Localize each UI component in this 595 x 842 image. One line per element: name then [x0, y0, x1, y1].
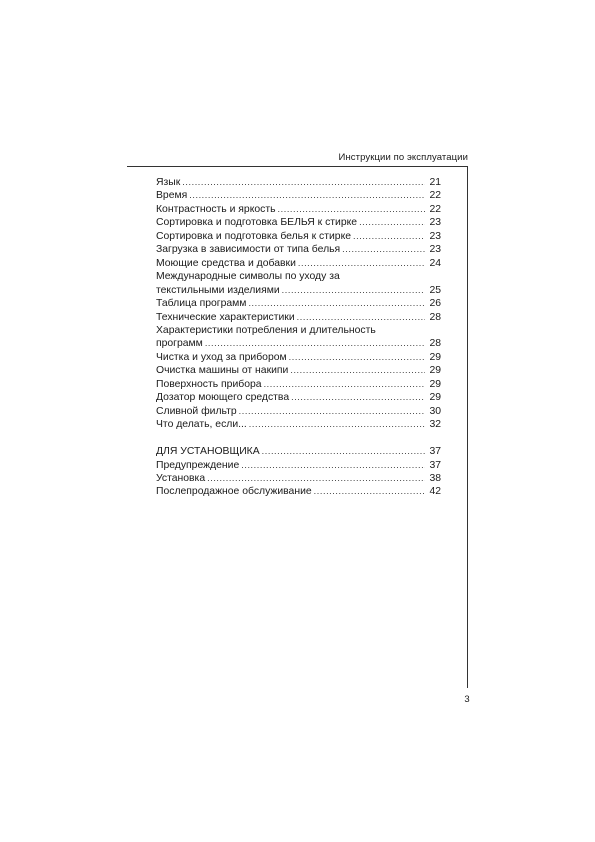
- toc-entry-page: 23: [429, 217, 441, 229]
- toc-entry-label: Моющие средства и добавки: [156, 257, 296, 269]
- toc-entry-page: 28: [429, 311, 441, 323]
- toc-entry[interactable]: [156, 311, 441, 324]
- dot-leader: [298, 257, 425, 270]
- section-gap: [156, 432, 441, 446]
- header-title: Инструкции по эксплуатации: [338, 152, 468, 163]
- toc-entry-label: программ: [156, 338, 203, 350]
- page-number: 3: [464, 694, 470, 705]
- toc-entry[interactable]: [156, 459, 441, 472]
- toc-entry-label-line1: Международные символы по уходу за: [156, 271, 340, 283]
- toc-entry-label: Загрузка в зависимости от типа белья: [156, 244, 341, 256]
- toc-entry[interactable]: [156, 216, 441, 229]
- toc-entry-label: Дозатор моющего средства: [156, 392, 290, 404]
- toc-entry-page: 38: [429, 473, 441, 485]
- dot-leader: [182, 176, 425, 189]
- toc-entry-page: 28: [429, 338, 441, 350]
- dot-leader: [189, 189, 425, 202]
- dot-leader: [353, 230, 425, 243]
- toc-entry-page: 22: [429, 190, 441, 202]
- toc-entry-page: 37: [429, 459, 441, 471]
- toc-entry-page: 23: [429, 230, 441, 242]
- toc-entry-page: 37: [429, 446, 441, 458]
- toc-entry[interactable]: [156, 337, 441, 350]
- toc-entry[interactable]: [156, 189, 441, 202]
- toc-entry-label: Язык: [156, 177, 181, 188]
- dot-leader: [262, 445, 425, 458]
- toc-entry-label: Сортировка и подготовка белья к стирке: [156, 230, 352, 242]
- toc-entry-label: текстильными изделиями: [156, 284, 280, 296]
- toc-entry-label: Время: [156, 190, 188, 202]
- toc-entry-page: 30: [429, 405, 441, 417]
- toc-entry[interactable]: [156, 445, 441, 458]
- toc-entry[interactable]: [156, 284, 441, 297]
- toc-entry-label: Сортировка и подготовка БЕЛЬЯ к стирке: [156, 217, 358, 229]
- toc-entry[interactable]: [156, 391, 441, 404]
- toc-entry-label: Послепродажное обслуживание: [156, 486, 312, 498]
- dot-leader: [205, 337, 425, 350]
- toc-entry-page: 29: [429, 378, 441, 390]
- dot-leader: [282, 284, 425, 297]
- toc-entry[interactable]: [156, 485, 441, 498]
- toc-entry-label: Сливной фильтр: [156, 405, 237, 417]
- toc-entry-label: Поверхность прибора: [156, 378, 262, 390]
- dot-leader: [342, 243, 425, 256]
- side-rule: [467, 166, 468, 688]
- toc-entry-label-line1: Характеристики потребления и длительность: [156, 324, 376, 336]
- toc-entry-label: Что делать, если...: [156, 419, 247, 431]
- dot-leader: [207, 472, 425, 485]
- header-rule: [127, 166, 468, 167]
- toc-entry[interactable]: [156, 203, 441, 216]
- toc-entry[interactable]: [156, 472, 441, 485]
- toc-entry-label: Очистка машины от накипи: [156, 365, 289, 377]
- toc-entry-page: 22: [429, 203, 441, 215]
- toc-entry[interactable]: [156, 418, 441, 431]
- dot-leader: [297, 311, 425, 324]
- dot-leader: [249, 418, 425, 431]
- toc-entry-label: ДЛЯ УСТАНОВЩИКА: [156, 446, 260, 458]
- toc-entry-page: 26: [429, 298, 441, 310]
- toc-entry-label: Предупреждение: [156, 459, 240, 471]
- toc-entry[interactable]: [156, 405, 441, 418]
- toc-entry-page: 29: [429, 365, 441, 377]
- toc-entry-page: 29: [429, 392, 441, 404]
- toc-entry[interactable]: [156, 176, 441, 189]
- dot-leader: [278, 203, 425, 216]
- toc-entry-label: Установка: [156, 473, 206, 485]
- toc-entry-page: 29: [429, 351, 441, 363]
- dot-leader: [291, 391, 425, 404]
- toc-entry[interactable]: [156, 364, 441, 377]
- dot-leader: [314, 485, 425, 498]
- dot-leader: [289, 351, 425, 364]
- dot-leader: [239, 405, 425, 418]
- toc-entry[interactable]: [156, 351, 441, 364]
- toc-entry-page: 21: [429, 177, 441, 188]
- dot-leader: [359, 216, 425, 229]
- toc-entry-page: 25: [429, 284, 441, 296]
- dot-leader: [290, 364, 425, 377]
- toc-entry[interactable]: [156, 257, 441, 270]
- toc-entry-label: Технические характеристики: [156, 311, 295, 323]
- table-of-contents: [156, 176, 441, 499]
- toc-entry[interactable]: [156, 243, 441, 256]
- toc-entry-page: 23: [429, 244, 441, 256]
- toc-entry[interactable]: [156, 378, 441, 391]
- toc-entry-page: 42: [429, 486, 441, 498]
- toc-entry[interactable]: [156, 297, 441, 310]
- toc-entry-label: Контрастность и яркость: [156, 203, 276, 215]
- toc-entry-label: Таблица программ: [156, 298, 247, 310]
- dot-leader: [248, 297, 425, 310]
- dot-leader: [264, 378, 425, 391]
- toc-entry[interactable]: [156, 230, 441, 243]
- toc-entry-page: 24: [429, 257, 441, 269]
- toc-entry-label: Чистка и уход за прибором: [156, 351, 287, 363]
- toc-entry-page: 32: [429, 419, 441, 431]
- dot-leader: [241, 459, 425, 472]
